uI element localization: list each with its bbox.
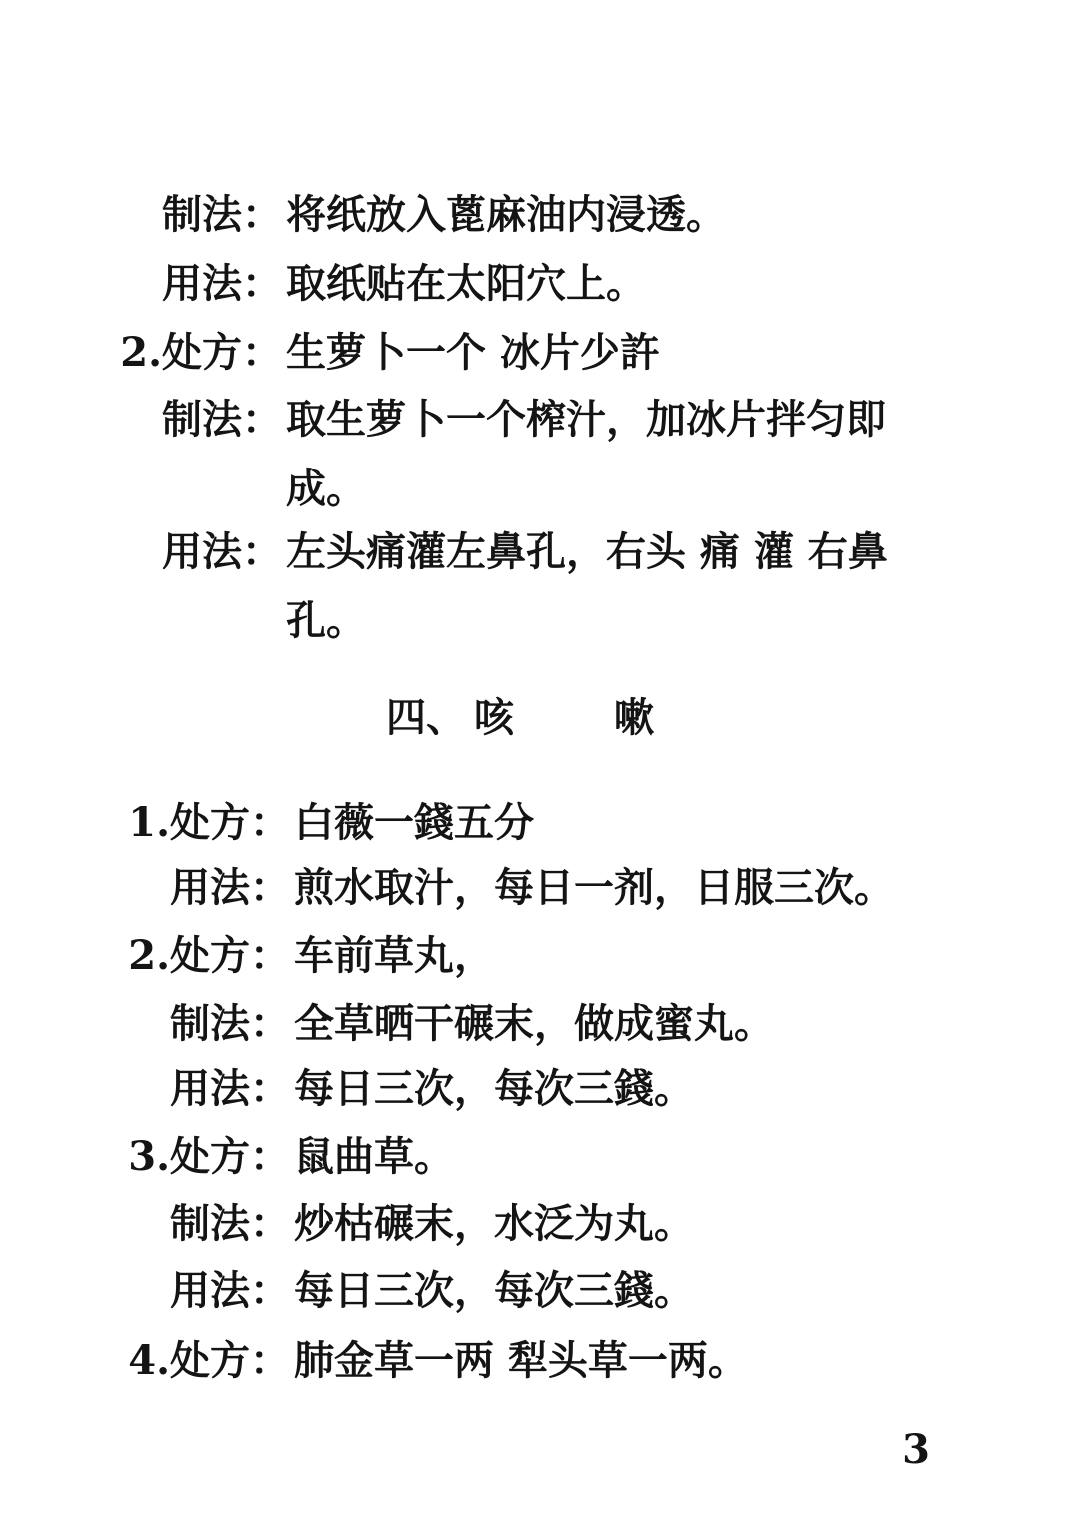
page-number: 3 [902,1426,930,1473]
line-label: 用法： [162,260,282,307]
line-text: 煎水取汁，每日一剂，日服三次。 [294,864,894,911]
line-text: 全草晒干碾末，做成蜜丸。 [294,1000,774,1047]
section-heading-number: 四、 [386,694,466,741]
line-label: 4.处方： [128,1337,290,1384]
line-label: 1.处方： [128,799,290,846]
line-label: 制法： [170,1200,290,1247]
line-text: 车前草丸， [294,932,494,979]
line-text: 白薇一錢五分 [294,799,534,846]
line-label: 用法： [170,864,290,911]
line-text: 取生萝卜一个榨汁，加冰片拌匀即 [286,396,886,443]
line-label: 2.处方： [128,932,290,979]
line-text: 肺金草一两 犁头草一两。 [294,1337,748,1384]
line-text: 鼠曲草。 [294,1133,454,1180]
line-text: 炒枯碾末，水泛为丸。 [294,1200,694,1247]
line-label: 制法： [162,396,282,443]
line-text: 生萝卜一个 冰片少許 [286,329,660,376]
line-label: 2.处方： [120,329,282,376]
line-text: 取纸贴在太阳穴上。 [286,260,646,307]
line-text: 每日三次，每次三錢。 [294,1267,694,1314]
section-heading-char: 咳 [474,694,514,741]
line-text: 左头痛灌左鼻孔，右头 痛 灌 右鼻 [286,528,888,575]
line-text: 成。 [286,465,366,512]
section-heading-char: 嗽 [614,694,654,741]
line-label: 3.处方： [128,1133,290,1180]
line-label: 制法： [170,1000,290,1047]
line-label: 用法： [162,528,282,575]
line-text: 每日三次，每次三錢。 [294,1065,694,1112]
line-text: 将纸放入蓖麻油内浸透。 [286,191,726,238]
line-text: 孔。 [286,597,366,644]
line-label: 用法： [170,1267,290,1314]
line-label: 用法： [170,1065,290,1112]
line-label: 制法： [162,191,282,238]
